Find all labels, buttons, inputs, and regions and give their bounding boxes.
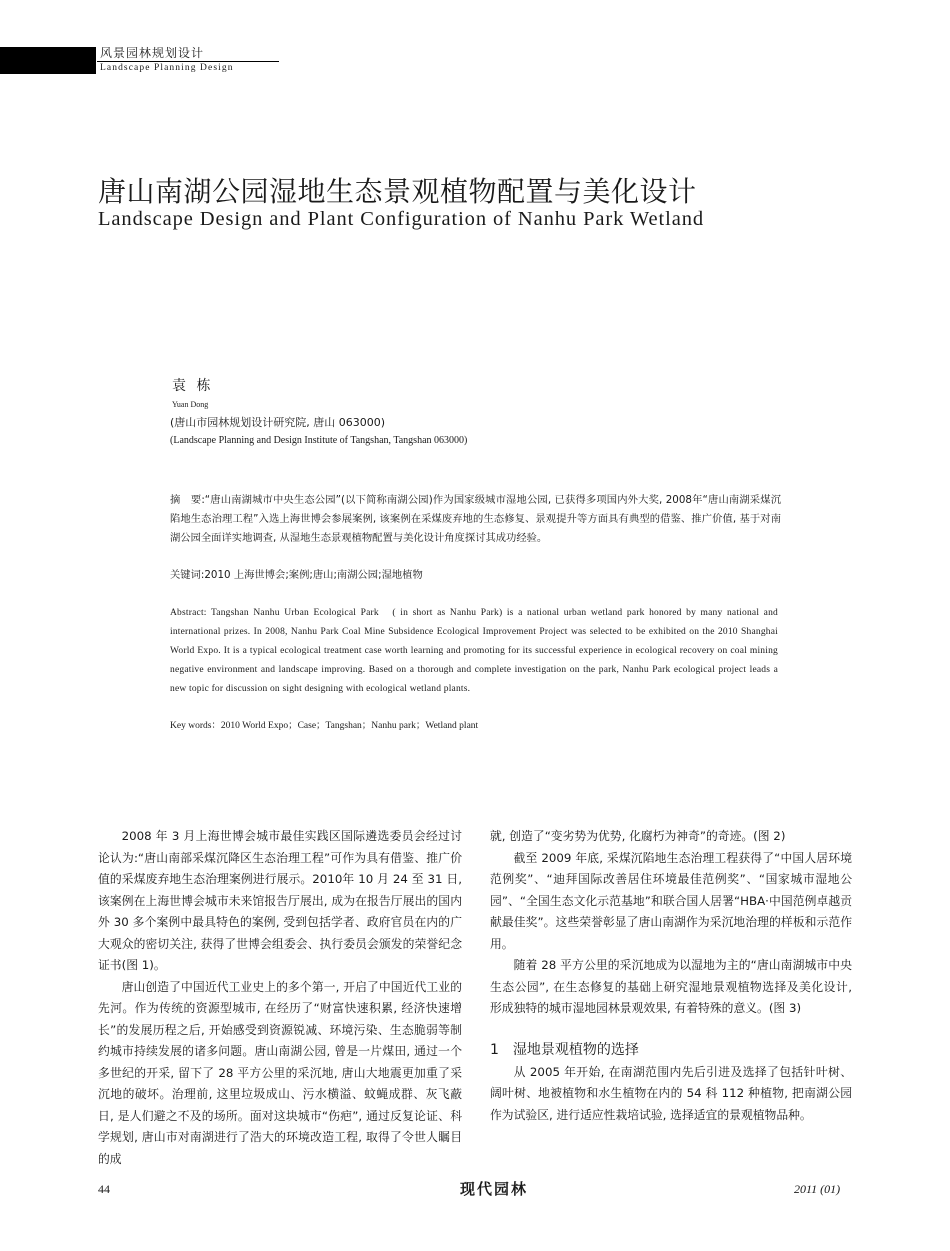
issue-date: 2011 (01) [794, 1182, 841, 1196]
header-black-bar [0, 47, 96, 74]
body-paragraph: 唐山创造了中国近代工业史上的多个第一, 开启了中国近代工业的先河。作为传统的资源型城市, 在经历了“财富快速积累, 经济快速增长”的发展历程之后, 开始感受到资源锐减、环境污染、生态脆弱等制约城市持续发展的诸多问题。唐山南湖公园, 曾是一片煤田, 通过一个多世纪的开采, 留下了 28 平方公里的采沉地, 唐山大地震更加重了采沉地的破坏。治理前, 这里垃圾成山、污水横溢、蚊蝇成群、灰飞蔽日, 是人们避之不及的场所。面对这块城市“伤疤”, 通过反复论证、科学规划, 唐山市对南湖进行了浩大的环境改造工程, 取得了令世人瞩目的成 [98, 979, 462, 1166]
abstract-cn: 摘 要:“唐山南湖城市中央生态公园”(以下简称南湖公园)作为国家级城市湿地公园, 已获得多项国内外大奖, 2008年“唐山南湖采煤沉陷地生态治理工程”入选上海世博会参展案例, 该案例在采煤废弃地的生态修复、景观提升等方面具有典型的借鉴、推广价值, 基于对南湖公园全面详实地调查, 从湿地生态景观植物配置与美化设计角度探讨其成功经验。 [170, 494, 781, 544]
body-column-left [98, 826, 462, 1170]
keywords-en: Key words：2010 World Expo；Case；Tangshan；Nanhu park；Wetland plant [170, 721, 479, 731]
header-divider [97, 61, 279, 62]
page-number: 44 [98, 1182, 110, 1196]
body-paragraph: 从 2005 年开始, 在南湖范围内先后引进及选择了包括针叶树、阔叶树、地被植物和水生植物在内的 54 科 112 种植物, 把南湖公园作为试验区, 进行适应性栽培试验, 选择适宜的景观植物品种。 [490, 1064, 852, 1122]
body-column-right [490, 826, 852, 1126]
abstract-en: Abstract: Tangshan Nanhu Urban Ecological Park ( in short as Nanhu Park) is a national urban wetland park honored by many national and international prizes. In 2008, Nanhu Park Coal Mine Subsidence Ecological Improvement Project was selected to be exhibited on the 2010 Shanghai World Expo. It is a typical ecological treatment case worth learning and promoting for its successful experience in ecological recovery on coal mining negative environment and landscape improving. Based on a thorough and complete investigation on the park, Nanhu Park ecological project leads a new topic for discussion on sight designing with ecological wetland plants. [170, 608, 778, 694]
body-paragraph: 随着 28 平方公里的采沉地成为以湿地为主的“唐山南湖城市中央生态公园”, 在生态修复的基础上研究湿地景观植物选择及美化设计, 形成独特的城市湿地园林景观效果, 有着特殊的意义。(图 3) [490, 958, 852, 1015]
article-title-cn: 唐山南湖公园湿地生态景观植物配置与美化设计 [98, 175, 697, 208]
article-title-en: Landscape Design and Plant Configuration of Nanhu Park Wetland [98, 208, 705, 230]
body-paragraph: 截至 2009 年底, 采煤沉陷地生态治理工程获得了“中国人居环境范例奖”、“迪拜国际改善居住环境最佳范例奖”、“国家城市湿地公园”、“全国生态文化示范基地”和联合国人居署“HBA·中国范例卓越贡献最佳奖”。这些荣誉彰显了唐山南湖作为采沉地治理的样板和示范作用。 [490, 850, 852, 951]
header-section-cn: 风景园林规划设计 [100, 46, 205, 60]
journal-name: 现代园林 [460, 1180, 529, 1198]
section-heading: 1 湿地景观植物的选择 [490, 1041, 639, 1058]
body-paragraph: 2008 年 3 月上海世博会城市最佳实践区国际遴选委员会经过讨论认为:“唐山南部采煤沉降区生态治理工程”可作为具有借鉴、推广价值的采煤废弃地生态治理案例进行展示。2010年 10 月 24 至 31 日, 该案例在上海世博会城市未来馆报告厅展出, 成为在报告厅展出的国内外 30 多个案例中最具特色的案例, 受到包括学者、政府官员在内的广大观众的密切关注, 获得了世博会组委会、执行委员会颁发的荣誉纪念证书(图 1)。 [98, 829, 462, 972]
body-paragraph: 就, 创造了“变劣势为优势, 化腐朽为神奇”的奇迹。(图 2) [490, 829, 786, 843]
author-name-cn: 袁 栋 [172, 378, 214, 394]
header-section-en: Landscape Planning Design [100, 63, 234, 73]
author-affiliation-cn: (唐山市园林规划设计研究院, 唐山 063000) [170, 416, 386, 429]
author-affiliation-en: (Landscape Planning and Design Institute of Tangshan, Tangshan 063000) [170, 435, 468, 446]
keywords-cn: 关键词:2010 上海世博会;案例;唐山;南湖公园;湿地植物 [170, 569, 423, 581]
author-name-en: Yuan Dong [172, 400, 209, 409]
